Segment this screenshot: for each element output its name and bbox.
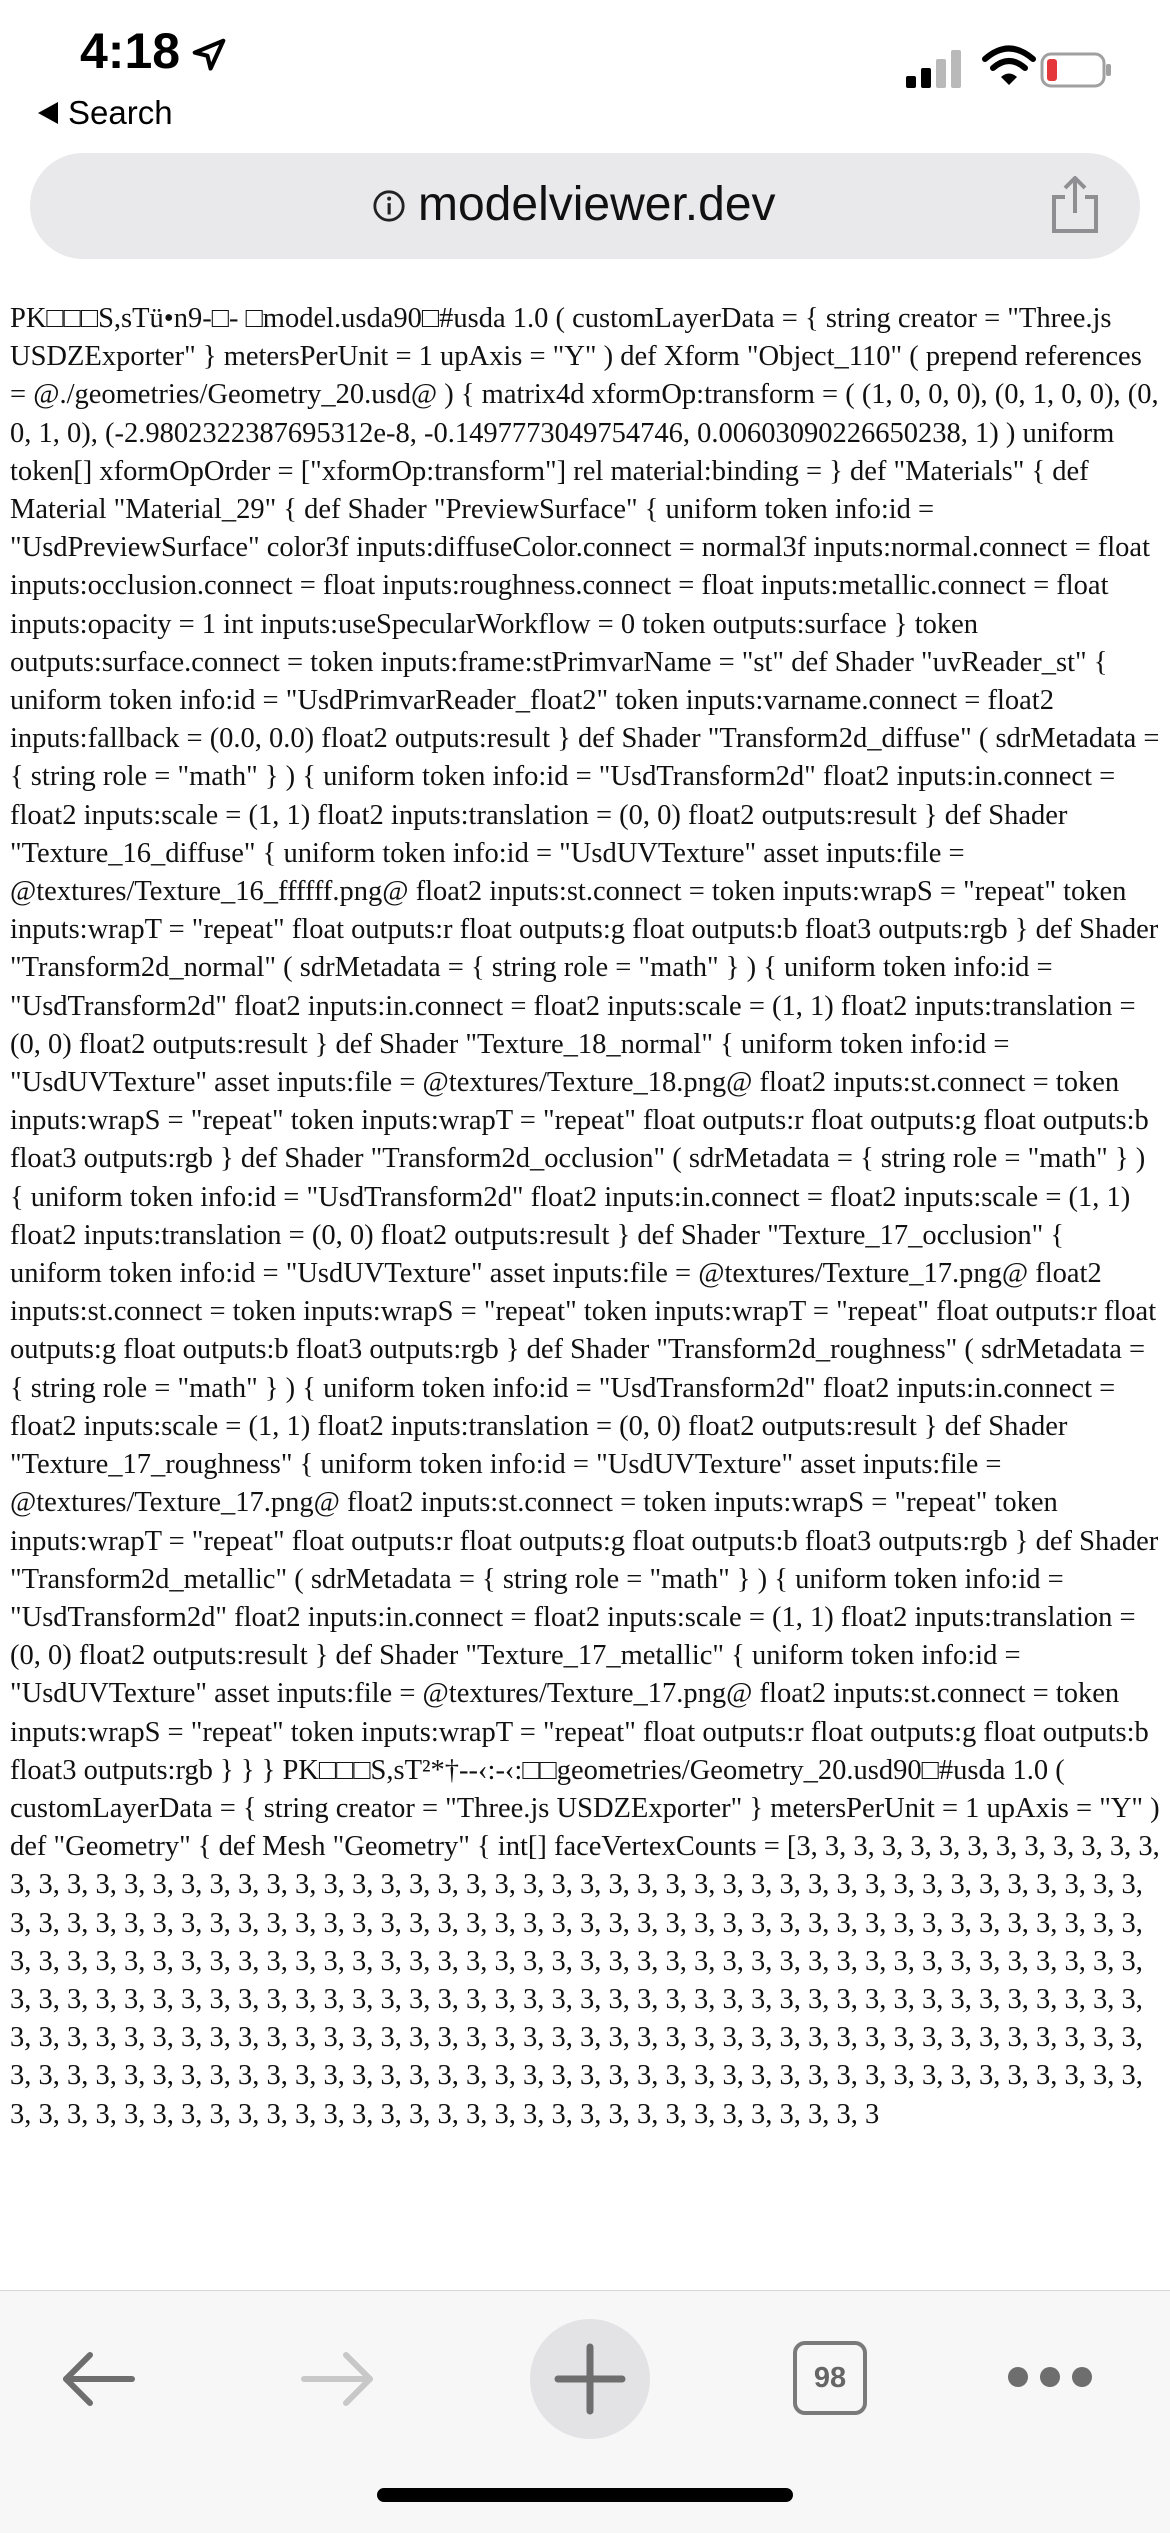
battery-low-icon [1040,52,1112,88]
more-dot [1008,2367,1028,2387]
tabs-button[interactable] [793,2341,867,2415]
url-text: modelviewer.dev [418,178,776,231]
address-bar[interactable] [30,153,1140,259]
forward-arrow-icon[interactable] [296,2339,382,2419]
more-button[interactable] [1000,2357,1100,2397]
page-content [10,300,1160,2290]
status-bar [0,0,1170,145]
tab-count: 98 [793,2341,867,2415]
back-arrow-icon[interactable] [54,2339,140,2419]
more-dot [1040,2367,1060,2387]
cellular-signal-icon [906,48,962,88]
wifi-icon [982,44,1036,88]
info-circle-icon [372,189,406,223]
raw-file-text: PK□□□S,sTü•n9-□- □model.usda90□#usda 1.0 ( customLayerData = { string creator = "Three.js USDZExporter" } metersPerUnit = 1 upAxis = "Y" ) def Xform "Object_110" ( prepend references = @./geometries/Geometry_20.usd@ ) { matrix4d xformOp:transform = ( (1, 0, 0, 0), (0, 1, 0, 0), (0, 0, 1, 0), (-2.9802322387695312e-8, -0.1497773049754746, 0.00603090226650238, 1) ) uniform token[] xformOpOrder = ["xformOp:transform"] rel material:binding = } def "Materials" { def Material "Material_29" { def Shader "PreviewSurface" { uniform token info:id = "UsdPreviewSurface" color3f inputs:diffuseColor.connect = normal3f inputs:normal.connect = float inputs:occlusion.connect = float inputs:roughness.connect = float inputs:metallic.connect = float inputs:opacity = 1 int inputs:useSpecularWorkflow = 0 token outputs:surface } token outputs:surface.connect = token inputs:frame:stPrimvarName = "st" def Shader "uvReader_st" { uniform token info:id = "UsdPrimvarReader_float2" token inputs:varname.connect = float2 inputs:fallback = (0.0, 0.0) float2 outputs:result } def Shader "Transform2d_diffuse" ( sdrMetadata = { string role = "math" } ) { uniform token info:id = "UsdTransform2d" float2 inputs:in.connect = float2 inputs:scale = (1, 1) float2 inputs:translation = (0, 0) float2 outputs:result } def Shader "Texture_16_diffuse" { uniform token info:id = "UsdUVTexture" asset inputs:file = @textures/Texture_16_ffffff.png@ float2 inputs:st.connect = token inputs:wrapS = "repeat" token inputs:wrapT = "repeat" float outputs:r float outputs:g float outputs:b float3 outputs:rgb } def Shader "Transform2d_normal" ( sdrMetadata = { string role = "math" } ) { uniform token info:id = "UsdTransform2d" float2 inputs:in.connect = float2 inputs:scale = (1, 1) float2 inputs:translation = (0, 0) float2 outputs:result } def Shader "Texture_18_normal" { uniform token info:id = "UsdUVTexture" asset inputs:file = @textures/Texture_18.png@ float2 inputs:st.connect = token inputs:wrapS = "repeat" token inputs:wrapT = "repeat" float outputs:r float outputs:g float outputs:b float3 outputs:rgb } def Shader "Transform2d_occlusion" ( sdrMetadata = { string role = "math" } ) { uniform token info:id = "UsdTransform2d" float2 inputs:in.connect = float2 inputs:scale = (1, 1) float2 inputs:translation = (0, 0) float2 outputs:result } def Shader "Texture_17_occlusion" { uniform token info:id = "UsdUVTexture" asset inputs:file = @textures/Texture_17.png@ float2 inputs:st.connect = token inputs:wrapS = "repeat" token inputs:wrapT = "repeat" float outputs:r float outputs:g float outputs:b float3 outputs:rgb } def Shader "Transform2d_roughness" ( sdrMetadata = { string role = "math" } ) { uniform token info:id = "UsdTransform2d" float2 inputs:in.connect = float2 inputs:scale = (1, 1) float2 inputs:translation = (0, 0) float2 outputs:result } def Shader "Texture_17_roughness" { uniform token info:id = "UsdUVTexture" asset inputs:file = @textures/Texture_17.png@ float2 inputs:st.connect = token inputs:wrapS = "repeat" token inputs:wrapT = "repeat" float outputs:r float outputs:g float outputs:b float3 outputs:rgb } def Shader "Transform2d_metallic" ( sdrMetadata = { string role = "math" } ) { uniform token info:id = "UsdTransform2d" float2 inputs:in.connect = float2 inputs:scale = (1, 1) float2 inputs:translation = (0, 0) float2 outputs:result } def Shader "Texture_17_metallic" { uniform token info:id = "UsdUVTexture" asset inputs:file = @textures/Texture_17.png@ float2 inputs:st.connect = token inputs:wrapS = "repeat" token inputs:wrapT = "repeat" float outputs:r float outputs:g float outputs:b float3 outputs:rgb } } } PK□□□S,sT²*†--‹:-‹:□□geometries/Geometry_20.usd90□#usda 1.0 ( customLayerData = { string creator = "Three.js USDZExporter" } metersPerUnit = 1 upAxis = "Y" ) def "Geometry" { def Mesh "Geometry" { int[] faceVertexCounts = [3, 3, 3, 3, 3, 3, 3, 3, 3, 3, 3, 3, 3, 3, 3, 3, 3, 3, 3, 3, 3, 3, 3, 3, 3, 3, 3, 3, 3, 3, 3, 3, 3, 3, 3, 3, 3, 3, 3, 3, 3, 3, 3, 3, 3, 3, 3, 3, 3, 3, 3, 3, 3, 3, 3, 3, 3, 3, 3, 3, 3, 3, 3, 3, 3, 3, 3, 3, 3, 3, 3, 3, 3, 3, 3, 3, 3, 3, 3, 3, 3, 3, 3, 3, 3, 3, 3, 3, 3, 3, 3, 3, 3, 3, 3, 3, 3, 3, 3, 3, 3, 3, 3, 3, 3, 3, 3, 3, 3, 3, 3, 3, 3, 3, 3, 3, 3, 3, 3, 3, 3, 3, 3, 3, 3, 3, 3, 3, 3, 3, 3, 3, 3, 3, 3, 3, 3, 3, 3, 3, 3, 3, 3, 3, 3, 3, 3, 3, 3, 3, 3, 3, 3, 3, 3, 3, 3, 3, 3, 3, 3, 3, 3, 3, 3, 3, 3, 3, 3, 3, 3, 3, 3, 3, 3, 3, 3, 3, 3, 3, 3, 3, 3, 3, 3, 3, 3, 3, 3, 3, 3, 3, 3, 3, 3, 3, 3, 3, 3, 3, 3, 3, 3, 3, 3, 3, 3, 3, 3, 3, 3, 3, 3, 3, 3, 3, 3, 3, 3, 3, 3, 3, 3, 3, 3, 3, 3, 3, 3, 3, 3, 3, 3, 3, 3, 3, 3, 3, 3, 3, 3, 3, 3, 3, 3, 3, 3, 3, 3, 3, 3, 3, 3, 3, 3, 3, 3, 3, 3, 3, 3, 3, 3, 3, 3, 3, 3, 3, 3, 3, 3, 3, 3, 3, 3, 3, 3, 3, 3, 3, 3, 3, 3, 3 [10,303,1160,2130]
share-icon[interactable] [1046,175,1104,235]
back-triangle-icon [38,102,58,124]
home-indicator [377,2488,793,2502]
plus-icon [530,2319,650,2439]
more-dot [1072,2367,1092,2387]
status-time: 4:18 [80,23,181,79]
back-to-app-button[interactable] [38,92,173,134]
new-tab-button[interactable] [530,2319,650,2439]
location-arrow-icon [190,36,228,74]
back-to-app-label: Search [68,94,173,131]
